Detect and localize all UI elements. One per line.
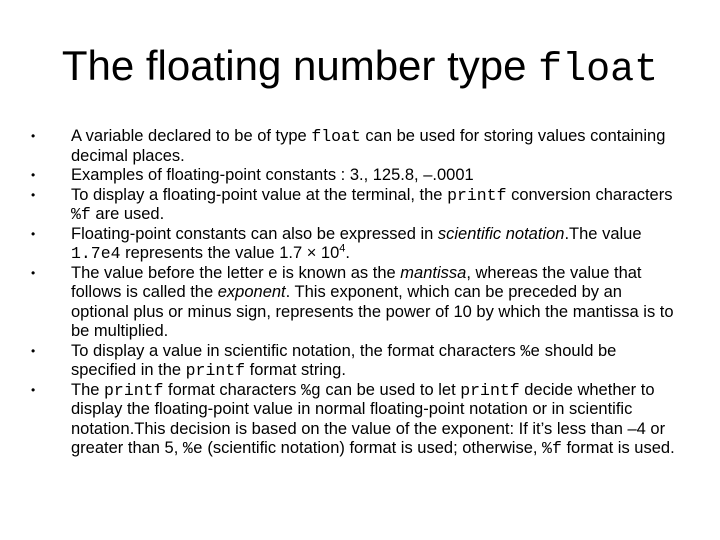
bullet-dot: • [31,265,36,280]
bullet-code: %e [182,439,203,458]
bullet-code: float [311,127,361,146]
bullet-item-scientific-notation [0,225,720,264]
bullet-code: printf [460,380,520,400]
bullet-text: format characters [163,380,301,399]
bullet-item-examples [0,166,720,186]
bullet-code: printf [447,185,507,205]
bullet-text: format is used. [561,439,675,457]
bullet-text: format string. [245,361,346,379]
bullet-text: represents the value 1.7 × 10 [120,244,340,262]
bullet-text: Examples of floating-point constants : 3., 125.8, –.0001 [71,166,474,184]
bullet-text: are used. [90,205,165,223]
bullet-dot: • [31,129,36,143]
bullet-code: printf [104,380,164,400]
bullet-text: To display a value in scientific notation, the format characters [71,341,521,360]
bullet-italic: scientific notation [437,224,565,243]
bullet-text: A variable declared to be of type [71,127,312,145]
bullet-superscript: 4 [339,242,346,255]
bullet-text: The value before the letter e is known as the [71,263,401,282]
bullet-text: decide whether to display the floating-point value in normal floating-point notation or in scientific notation.This decision is based on the value of the exponent: If it’s less than –4 or greater than 5, [71,380,666,457]
bullet-code: %e [520,341,541,361]
bullet-dot: • [31,343,36,358]
bullet-code: %f [71,205,91,224]
title-code: float [538,48,659,93]
bullet-item-printf-f [0,186,720,225]
bullet-text: (scientific notation) format is used; otherwise, [202,439,543,457]
bullet-code: %g [301,380,321,400]
bullet-text: can be used for storing values containing decimal places. [71,127,666,165]
bullet-italic: mantissa [400,263,467,282]
slide-title [0,38,720,99]
bullet-item-printf-e [0,342,720,381]
bullet-dot: • [31,168,36,182]
bullet-text: should be specified in the [71,341,617,379]
bullet-dot: • [31,187,36,202]
bullet-item-float-variable [0,127,720,166]
bullet-text: can be used to let [320,380,461,399]
bullet-text: . [345,244,351,262]
bullet-text: . This exponent, which can be preceded by an optional plus or minus sign, represents the power of 10 by which the mantissa is to be multiplied. [71,283,674,340]
bullet-text: The [71,380,105,399]
bullet-text: Floating-point constants can also be expressed in [71,224,438,243]
bullet-text: To display a floating-point value at the terminal, the [71,185,448,204]
bullet-item-printf-g [0,381,720,459]
title-text: The floating number type [61,42,539,89]
bullet-code: printf [185,361,246,380]
bullet-dot: • [31,226,36,241]
bullet-italic: exponent [217,283,286,301]
bullet-item-mantissa-exponent [0,264,720,342]
bullet-list [0,127,720,459]
bullet-text: , whereas the value that follows is called the [71,263,642,301]
bullet-code: %f [542,439,562,458]
bullet-code: 1.7e4 [71,244,121,263]
bullet-dot: • [31,382,36,397]
bullet-text: .The value [564,224,642,243]
bullet-text: conversion characters [506,185,673,204]
